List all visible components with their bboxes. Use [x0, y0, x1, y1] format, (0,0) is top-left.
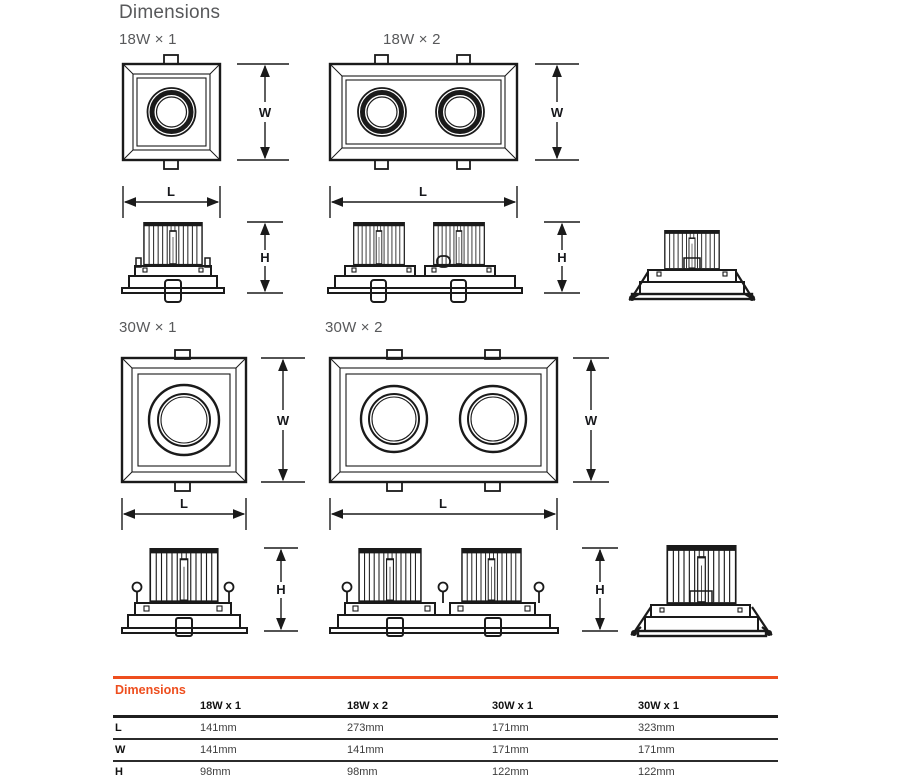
section-label-18w-x2: 18W × 2 — [383, 31, 441, 48]
cell-value: 273mm — [347, 722, 384, 734]
table-row-w — [113, 740, 778, 762]
section-label-18w-x1: 18W × 1 — [119, 31, 177, 48]
cell-value: 323mm — [638, 722, 675, 734]
dimension-label-w: W — [550, 105, 564, 120]
section-label-30w-x2: 30W × 2 — [325, 319, 383, 336]
cell-value: 122mm — [638, 766, 675, 778]
table-row-h — [113, 762, 778, 780]
dimension-h — [264, 548, 298, 631]
mounting-clip — [165, 280, 181, 302]
center-hook — [439, 583, 448, 592]
cell-value: 98mm — [347, 766, 378, 778]
dimension-label-h: H — [595, 582, 605, 597]
side-view-30w-x1-drawing — [118, 538, 303, 650]
cell-value: 122mm — [492, 766, 529, 778]
lens-circle — [358, 88, 406, 136]
dimension-w — [573, 358, 609, 482]
dimension-label-l: L — [180, 496, 188, 511]
mounting-clip — [371, 280, 386, 302]
fixture-outline — [122, 350, 246, 491]
dimension-l — [330, 184, 517, 218]
dimension-label-w: W — [258, 105, 272, 120]
dimension-l — [330, 496, 557, 530]
dimension-w — [535, 64, 579, 160]
cell-value: 141mm — [200, 744, 237, 756]
cell-value: 98mm — [200, 766, 231, 778]
cell-value: 141mm — [347, 744, 384, 756]
side-hook — [225, 583, 234, 592]
heatsink-fins — [667, 546, 735, 603]
lens-circle — [361, 386, 427, 452]
dimension-label-l: L — [167, 184, 175, 199]
side-view-30w-x2-drawing — [325, 538, 625, 650]
heatsink-fins — [354, 223, 405, 265]
row-label: H — [115, 766, 123, 778]
cell-value: 171mm — [492, 722, 529, 734]
dimension-l — [122, 496, 246, 530]
fixture-outline — [330, 55, 517, 169]
heatsink-fins — [462, 549, 521, 602]
column-header-18w-x1: 18W x 1 — [200, 700, 241, 712]
fixture-body — [328, 256, 522, 302]
dimension-h — [247, 222, 283, 293]
cell-value: 141mm — [200, 722, 237, 734]
dimension-h — [582, 548, 618, 631]
front-view-30w-x1-drawing — [113, 348, 313, 538]
heatsink-fins — [144, 223, 202, 265]
table-row-l — [113, 718, 778, 740]
lens-circle — [436, 88, 484, 136]
row-label: L — [115, 722, 122, 734]
dimension-l — [123, 184, 220, 218]
side-view-18w-x2-drawing — [325, 216, 583, 314]
column-header-18w-x2: 18W x 2 — [347, 700, 388, 712]
dimension-label-l: L — [419, 184, 427, 199]
dimension-w — [237, 64, 289, 160]
front-view-30w-x2-drawing — [323, 348, 615, 538]
lens-circle — [149, 385, 219, 455]
dimension-label-w: W — [276, 413, 290, 428]
front-view-18w-x1-drawing — [113, 52, 295, 224]
dimensions-table — [113, 676, 778, 780]
side-view-18w-clips-drawing — [627, 212, 789, 314]
fixture-outline — [330, 350, 557, 491]
column-header-30w-x1b: 30W x 1 — [638, 700, 679, 712]
dimension-label-h: H — [276, 582, 286, 597]
heatsink-fins — [665, 231, 719, 269]
heatsink-fins — [359, 549, 421, 602]
fixture-outline — [123, 55, 220, 169]
dimension-label-l: L — [439, 496, 447, 511]
side-hook — [535, 583, 544, 592]
table-header-row — [113, 698, 778, 718]
lens-circle — [460, 386, 526, 452]
column-header-30w-x1: 30W x 1 — [492, 700, 533, 712]
section-label-30w-x1: 30W × 1 — [119, 319, 177, 336]
lens-circle — [148, 88, 196, 136]
side-hook — [133, 583, 142, 592]
dimension-label-h: H — [557, 250, 567, 265]
mounting-clip — [451, 280, 466, 302]
heatsink-fins — [434, 223, 485, 265]
fixture-body — [122, 583, 247, 637]
side-hook — [343, 583, 352, 592]
row-label: W — [115, 744, 126, 756]
page-title: Dimensions — [119, 2, 221, 23]
dimension-label-h: H — [260, 250, 270, 265]
table-title: Dimensions — [115, 683, 186, 697]
side-view-30w-clips-drawing — [630, 533, 795, 648]
dimension-h — [544, 222, 580, 293]
side-view-18w-x1-drawing — [115, 216, 295, 314]
front-view-18w-x2-drawing — [323, 52, 585, 224]
dimension-w — [261, 358, 305, 482]
cell-value: 171mm — [492, 744, 529, 756]
heatsink-fins — [150, 549, 218, 602]
fixture-body — [638, 591, 766, 636]
dimension-label-w: W — [584, 413, 598, 428]
table-accent-rule — [113, 676, 778, 679]
cell-value: 171mm — [638, 744, 675, 756]
